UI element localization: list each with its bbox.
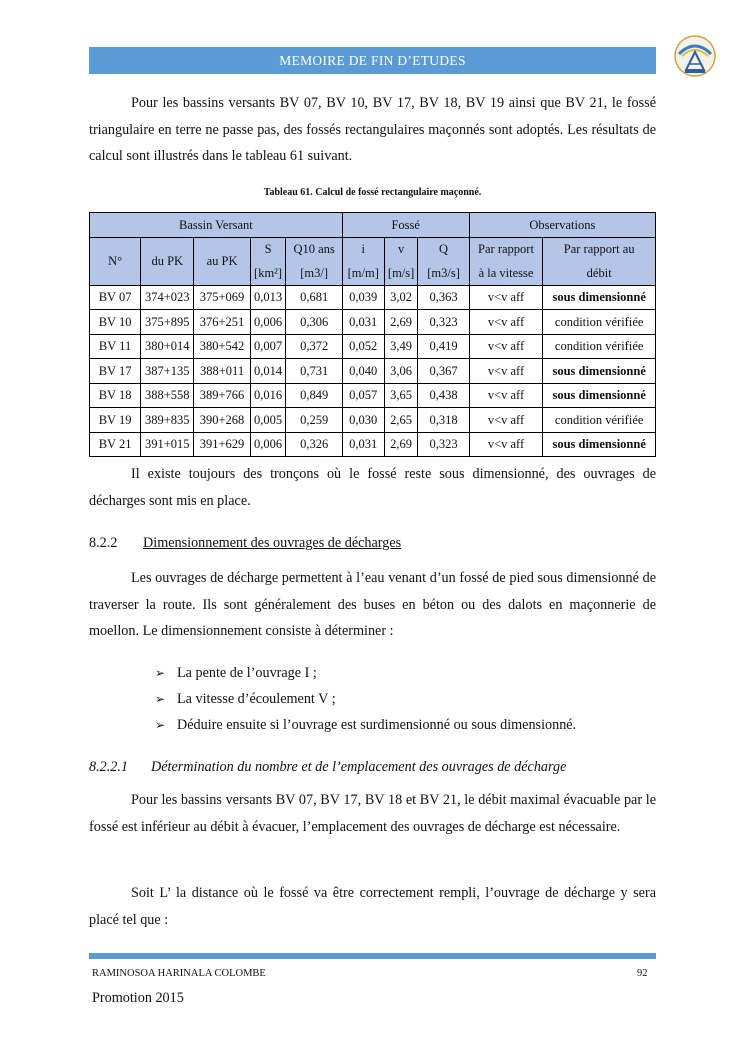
section-heading xyxy=(89,533,401,553)
section-number: 8.2.2 xyxy=(89,535,118,551)
col-q-unit: [m3/s] xyxy=(418,261,469,285)
col-q: Q xyxy=(418,237,469,261)
cell-s: 0,016 xyxy=(250,383,286,408)
cell-i: 0,039 xyxy=(342,285,384,310)
cell-du: 380+014 xyxy=(141,334,194,359)
col-debit: Par rapport au xyxy=(543,237,656,261)
cell-deb: condition vérifiée xyxy=(543,310,656,335)
paragraph-troncons: Il existe toujours des tronçons où le fossé reste sous dimensionné, des ouvrages de décharges sont mis en place. xyxy=(89,466,656,509)
school-emblem-icon xyxy=(673,34,717,78)
cell-q: 0,363 xyxy=(418,285,469,310)
cell-bv: BV 11 xyxy=(90,334,141,359)
bullet-list xyxy=(155,660,576,738)
cell-i: 0,052 xyxy=(342,334,384,359)
col-s: S xyxy=(250,237,286,261)
cell-vit: v<v aff xyxy=(469,310,543,335)
cell-q10: 0,259 xyxy=(286,408,342,433)
cell-deb: condition vérifiée xyxy=(543,334,656,359)
table-row xyxy=(90,285,656,310)
cell-q10: 0,306 xyxy=(286,310,342,335)
header-title: MEMOIRE DE FIN D’ETUDES xyxy=(279,52,466,68)
cell-q10: 0,731 xyxy=(286,359,342,384)
group-observations: Observations xyxy=(469,213,655,238)
table-row xyxy=(90,359,656,384)
cell-deb: condition vérifiée xyxy=(543,408,656,433)
cell-bv: BV 07 xyxy=(90,285,141,310)
cell-q: 0,438 xyxy=(418,383,469,408)
list-item: ➢ La vitesse d’écoulement V ; xyxy=(155,686,576,712)
cell-v: 2,65 xyxy=(384,408,418,433)
col-n: N° xyxy=(90,237,141,285)
cell-au: 380+542 xyxy=(194,334,250,359)
col-s-unit: [km²] xyxy=(250,261,286,285)
cell-v: 3,49 xyxy=(384,334,418,359)
paragraph-bassins: Pour les bassins versants BV 07, BV 17, BV 18 et BV 21, le débit maximal évacuable par le fossé est inférieur au débit à évacuer, l’emplacement des ouvrages de décharge est nécessaire. xyxy=(89,792,656,835)
cell-i: 0,031 xyxy=(342,432,384,457)
cell-deb: sous dimensionné xyxy=(543,432,656,457)
cell-vit: v<v aff xyxy=(469,359,543,384)
cell-s: 0,005 xyxy=(250,408,286,433)
footer-author: RAMINOSOA HARINALA COLOMBE xyxy=(92,968,266,979)
footer-rule xyxy=(89,953,656,959)
cell-du: 391+015 xyxy=(141,432,194,457)
col-debit-2: débit xyxy=(543,261,656,285)
table-row xyxy=(90,408,656,433)
cell-q: 0,367 xyxy=(418,359,469,384)
col-q10: Q10 ans xyxy=(286,237,342,261)
cell-au: 375+069 xyxy=(194,285,250,310)
cell-vit: v<v aff xyxy=(469,285,543,310)
col-vitesse: Par rapport xyxy=(469,237,543,261)
col-v-unit: [m/s] xyxy=(384,261,418,285)
cell-s: 0,013 xyxy=(250,285,286,310)
cell-i: 0,031 xyxy=(342,310,384,335)
table-row xyxy=(90,310,656,335)
cell-deb: sous dimensionné xyxy=(543,383,656,408)
cell-du: 374+023 xyxy=(141,285,194,310)
table-caption: Tableau 61. Calcul de fossé rectangulaire maçonné. xyxy=(263,187,482,198)
cell-du: 375+895 xyxy=(141,310,194,335)
section-title: Dimensionnement des ouvrages de décharges xyxy=(143,535,402,551)
col-vitesse-2: à la vitesse xyxy=(469,261,543,285)
cell-vit: v<v aff xyxy=(469,432,543,457)
page-header xyxy=(89,47,656,74)
cell-vit: v<v aff xyxy=(469,334,543,359)
cell-q10: 0,681 xyxy=(286,285,342,310)
cell-v: 2,69 xyxy=(384,432,418,457)
cell-du: 389+835 xyxy=(141,408,194,433)
cell-q: 0,323 xyxy=(418,310,469,335)
fosse-table xyxy=(89,212,656,457)
cell-du: 387+135 xyxy=(141,359,194,384)
cell-v: 2,69 xyxy=(384,310,418,335)
arrow-bullet-icon: ➢ xyxy=(155,692,166,706)
list-item: ➢ Déduire ensuite si l’ouvrage est surdimensionné ou sous dimensionné. xyxy=(155,712,576,738)
cell-deb: sous dimensionné xyxy=(543,285,656,310)
arrow-bullet-icon: ➢ xyxy=(155,666,166,680)
arrow-bullet-icon: ➢ xyxy=(155,718,166,732)
cell-au: 376+251 xyxy=(194,310,250,335)
footer-promotion: Promotion 2015 xyxy=(92,990,184,1006)
cell-au: 388+011 xyxy=(194,359,250,384)
col-q10-unit: [m3/] xyxy=(286,261,342,285)
cell-q: 0,323 xyxy=(418,432,469,457)
cell-i: 0,057 xyxy=(342,383,384,408)
cell-au: 391+629 xyxy=(194,432,250,457)
cell-du: 388+558 xyxy=(141,383,194,408)
page-number: 92 xyxy=(637,968,648,979)
cell-q10: 0,372 xyxy=(286,334,342,359)
cell-deb: sous dimensionné xyxy=(543,359,656,384)
table-row xyxy=(90,334,656,359)
paragraph-ouvrages: Les ouvrages de décharge permettent à l’eau venant d’un fossé de pied sous dimensionné de traverser la route. Ils sont généralement des buses en béton ou des dalots en maçonnerie de moellon. Le dimensionnement consiste à déterminer : xyxy=(89,570,656,639)
cell-i: 0,040 xyxy=(342,359,384,384)
cell-v: 3,02 xyxy=(384,285,418,310)
group-bassin: Bassin Versant xyxy=(90,213,343,238)
cell-s: 0,007 xyxy=(250,334,286,359)
cell-q: 0,318 xyxy=(418,408,469,433)
subsection-title: Détermination du nombre et de l’emplacement des ouvrages de décharge xyxy=(151,759,567,775)
cell-bv: BV 19 xyxy=(90,408,141,433)
col-i: i xyxy=(342,237,384,261)
intro-paragraph: Pour les bassins versants BV 07, BV 10, BV 17, BV 18, BV 19 ainsi que BV 21, le fossé triangulaire en terre ne passe pas, des fossés rectangulaires maçonnés sont adoptés. Les résultats de calcul sont illustrés dans le tableau 61 suivant. xyxy=(89,95,656,164)
list-item: ➢ La pente de l’ouvrage I ; xyxy=(155,660,576,686)
cell-q: 0,419 xyxy=(418,334,469,359)
cell-bv: BV 21 xyxy=(90,432,141,457)
cell-au: 390+268 xyxy=(194,408,250,433)
col-au-pk: au PK xyxy=(194,237,250,285)
cell-bv: BV 17 xyxy=(90,359,141,384)
col-du-pk: du PK xyxy=(141,237,194,285)
col-v: v xyxy=(384,237,418,261)
cell-au: 389+766 xyxy=(194,383,250,408)
cell-s: 0,006 xyxy=(250,432,286,457)
cell-bv: BV 10 xyxy=(90,310,141,335)
cell-s: 0,006 xyxy=(250,310,286,335)
cell-s: 0,014 xyxy=(250,359,286,384)
table-row xyxy=(90,432,656,457)
cell-vit: v<v aff xyxy=(469,408,543,433)
table-row xyxy=(90,383,656,408)
cell-q10: 0,849 xyxy=(286,383,342,408)
cell-i: 0,030 xyxy=(342,408,384,433)
cell-bv: BV 18 xyxy=(90,383,141,408)
subsection-heading xyxy=(89,757,566,777)
cell-vit: v<v aff xyxy=(469,383,543,408)
cell-q10: 0,326 xyxy=(286,432,342,457)
group-fosse: Fossé xyxy=(342,213,469,238)
col-i-unit: [m/m] xyxy=(342,261,384,285)
cell-v: 3,06 xyxy=(384,359,418,384)
cell-v: 3,65 xyxy=(384,383,418,408)
subsection-number: 8.2.2.1 xyxy=(89,759,129,775)
paragraph-distance: Soit L’ la distance où le fossé va être correctement rempli, l’ouvrage de décharge y sera placé tel que : xyxy=(89,885,656,928)
